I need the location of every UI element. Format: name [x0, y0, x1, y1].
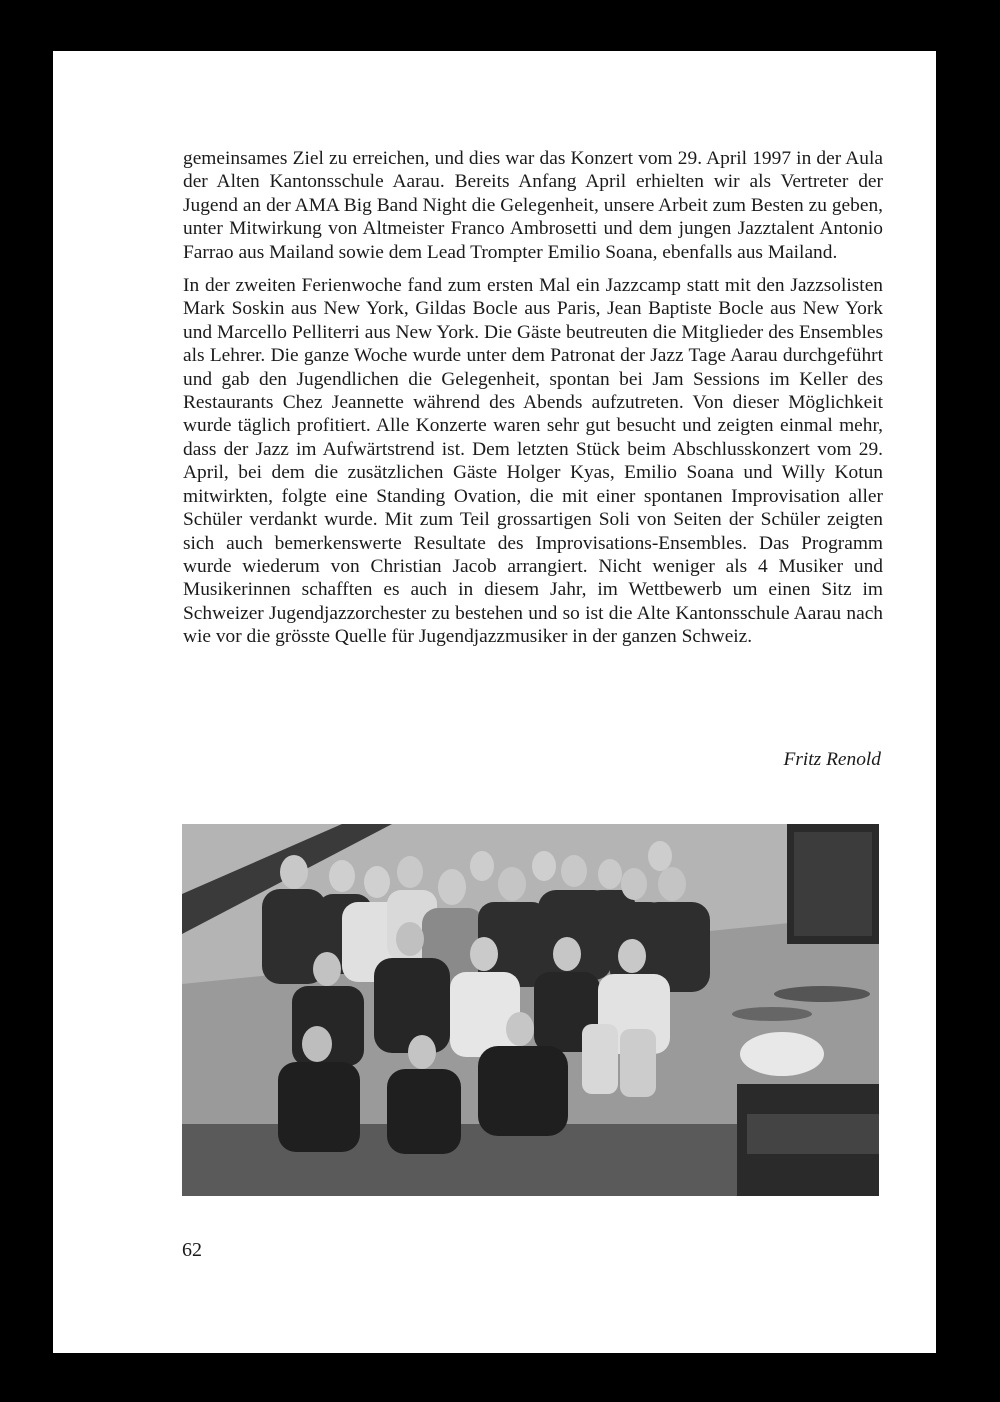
article-body	[183, 147, 883, 659]
author-signature: Fritz Renold	[783, 749, 881, 770]
page-number: 62	[182, 1239, 202, 1261]
document-page	[53, 51, 936, 1353]
paragraph-1: gemeinsames Ziel zu erreichen, und dies war das Konzert vom 29. April 1997 in der Aula der Alten Kantonsschule Aarau. Bereits Anfang April erhielten wir als Vertreter der Jugend an der AMA Big Band Night die Gelegenheit, unsere Arbeit zum Besten zu geben, unter Mitwirkung von Altmeister Franco Ambrosetti und dem jungen Jazztalent Antonio Farrao aus Mailand sowie dem Lead Trompter Emilio Soana, ebenfalls aus Mailand.	[183, 148, 883, 263]
group-photo	[182, 824, 879, 1196]
group-photo-illustration	[182, 824, 879, 1196]
paragraph-2: In der zweiten Ferienwoche fand zum ersten Mal ein Jazzcamp statt mit den Jazzsolisten Mark Soskin aus New York, Gildas Bocle aus Paris, Jean Baptiste Bocle aus New York und Marcello Pelliterri aus New York. Die Gäste beutreuten die Mitglieder des Ensembles als Lehrer. Die ganze Woche wurde unter dem Patronat der Jazz Tage Aarau durchgeführt und gab den Jugendlichen die Gelegenheit, spontan bei Jam Sessions im Keller des Restaurants Chez Jeannette während des Abends aufzutreten. Von dieser Möglichkeit wurde täglich profitiert. Alle Konzerte waren sehr gut besucht und zeigten einmal mehr, dass der Jazz im Aufwärtstrend ist. Dem letzten Stück beim Abschlusskonzert vom 29. April, bei dem die zusätzlichen Gäste Holger Kyas, Emilio Soana und Willy Kotun mitwirkten, folgte eine Standing Ovation, die mit einer spontanen Improvisation aller Schüler verdankt wurde. Mit zum Teil grossartigen Soli von Seiten der Schüler zeigten sich auch bemerkenswerte Resultate des Improvisations-Ensembles. Das Programm wurde wiederum von Christian Jacob arrangiert. Nicht weniger als 4 Musiker und Musikerinnen schafften es auch in diesem Jahr, im Wettbewerb um einen Sitz im Schweizer Jugendjazzorchester zu bestehen und so ist die Alte Kantonsschule Aarau nach wie vor die grösste Quelle für Jugendjazzmusiker in der ganzen Schweiz.	[183, 275, 883, 648]
